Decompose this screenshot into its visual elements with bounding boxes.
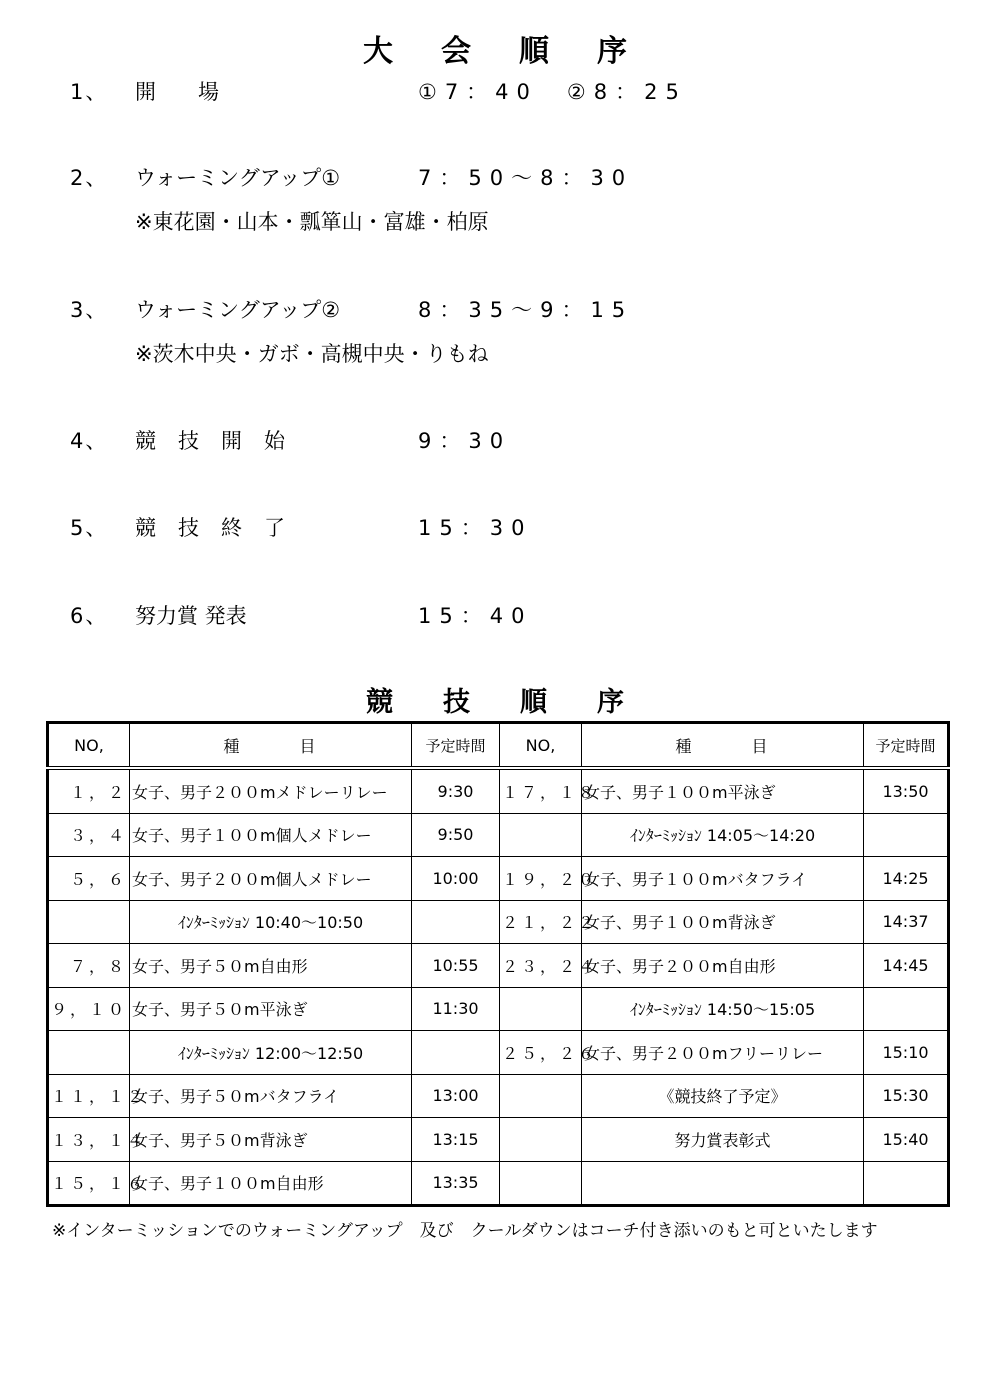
schedule-item-label: 開 場: [135, 80, 219, 104]
header-time: 予定時間: [412, 723, 500, 769]
left-no-cell: ７，８: [48, 944, 130, 988]
schedule-item-label: 競技終了: [135, 516, 307, 540]
right-event-cell: 女子、男子２００mフリーリレー: [582, 1031, 864, 1075]
left-no-cell: １１，１２: [48, 1074, 130, 1118]
schedule-item-label: 競技開始: [135, 429, 307, 453]
right-time-cell: 13:50: [864, 768, 949, 813]
right-time-cell: 14:25: [864, 857, 949, 901]
left-time-cell: 9:50: [412, 813, 500, 857]
schedule-item-time: 15：30: [418, 516, 533, 540]
right-no-cell: １７，１８: [500, 768, 582, 813]
right-event-cell: 女子、男子２００m自由形: [582, 944, 864, 988]
right-intermission-cell: ｲﾝﾀｰﾐｯｼｮﾝ 14:50～15:05: [582, 987, 864, 1031]
right-no-cell: [500, 987, 582, 1031]
schedule-item-number: 2、: [70, 166, 109, 190]
left-event-cell: 女子、男子５０m自由形: [130, 944, 412, 988]
header-no: NO,: [48, 723, 130, 769]
right-time-cell: [864, 1161, 949, 1206]
right-award-ceremony-cell: 努力賞表彰式: [582, 1118, 864, 1162]
schedule-item-label: 努力賞 発表: [135, 604, 247, 628]
table-row: [48, 1031, 949, 1075]
right-no-cell: ２３，２４: [500, 944, 582, 988]
schedule-item-competition-end: [70, 512, 970, 552]
right-no-cell: ２１，２２: [500, 900, 582, 944]
header-no: NO,: [500, 723, 582, 769]
right-time-cell: 15:40: [864, 1118, 949, 1162]
schedule-item-note: ※茨木中央・ガボ・高槻中央・りもね: [135, 342, 489, 366]
schedule-item-number: 5、: [70, 516, 109, 540]
right-time-cell: 15:30: [864, 1074, 949, 1118]
schedule-item-award-announcement: [70, 600, 970, 640]
right-time-cell: 15:10: [864, 1031, 949, 1075]
header-event: 種目: [582, 723, 864, 769]
right-event-cell: 女子、男子１００mバタフライ: [582, 857, 864, 901]
left-time-cell: [412, 1031, 500, 1075]
schedule-item-time: 9：30: [418, 429, 512, 453]
right-no-cell: [500, 1074, 582, 1118]
table-row: [48, 1118, 949, 1162]
right-event-cell: [582, 1161, 864, 1206]
right-time-cell: [864, 987, 949, 1031]
left-event-cell: 女子、男子５０mバタフライ: [130, 1074, 412, 1118]
left-no-cell: １，２: [48, 768, 130, 813]
schedule-item-warmup-1: [70, 162, 970, 234]
right-no-cell: ２５，２６: [500, 1031, 582, 1075]
left-event-cell: 女子、男子５０m平泳ぎ: [130, 987, 412, 1031]
right-time-cell: 14:37: [864, 900, 949, 944]
right-no-cell: [500, 1118, 582, 1162]
right-no-cell: [500, 813, 582, 857]
schedule-item-warmup-2: [70, 294, 970, 366]
table-row: [48, 987, 949, 1031]
table-row: [48, 1074, 949, 1118]
right-no-cell: [500, 1161, 582, 1206]
left-event-cell: 女子、男子５０m背泳ぎ: [130, 1118, 412, 1162]
schedule-item-label: ウォーミングアップ①: [135, 166, 341, 190]
schedule-item-time: 7：50～8：30: [418, 166, 634, 190]
left-no-cell: [48, 900, 130, 944]
footnote: ※インターミッションでのウォーミングアップ 及び クールダウンはコーチ付き添いのもと可といたします: [52, 1221, 878, 1241]
left-no-cell: ３，４: [48, 813, 130, 857]
event-order-title: 競技順序: [366, 687, 674, 718]
left-time-cell: [412, 900, 500, 944]
schedule-item-number: 1、: [70, 80, 109, 104]
left-no-cell: １５，１６: [48, 1161, 130, 1206]
schedule-item-number: 3、: [70, 298, 109, 322]
tournament-order-title: 大会順序: [363, 34, 675, 69]
left-no-cell: １３，１４: [48, 1118, 130, 1162]
right-time-cell: [864, 813, 949, 857]
left-no-cell: [48, 1031, 130, 1075]
table-row: [48, 900, 949, 944]
right-event-cell: 女子、男子１００m平泳ぎ: [582, 768, 864, 813]
left-no-cell: ９，１０: [48, 987, 130, 1031]
table-row: [48, 857, 949, 901]
left-time-cell: 13:15: [412, 1118, 500, 1162]
event-order-table: [46, 721, 950, 1207]
header-time: 予定時間: [864, 723, 949, 769]
left-time-cell: 10:00: [412, 857, 500, 901]
left-time-cell: 13:00: [412, 1074, 500, 1118]
left-event-cell: 女子、男子１００m自由形: [130, 1161, 412, 1206]
left-event-cell: 女子、男子２００m個人メドレー: [130, 857, 412, 901]
header-event: 種目: [130, 723, 412, 769]
right-intermission-cell: ｲﾝﾀｰﾐｯｼｮﾝ 14:05～14:20: [582, 813, 864, 857]
left-time-cell: 9:30: [412, 768, 500, 813]
table-header-row: [48, 723, 949, 769]
table-row: [48, 1161, 949, 1206]
schedule-item-time: 8：35～9：15: [418, 298, 634, 322]
right-time-cell: 14:45: [864, 944, 949, 988]
left-event-cell: 女子、男子１００m個人メドレー: [130, 813, 412, 857]
table-row: [48, 813, 949, 857]
left-intermission-cell: ｲﾝﾀｰﾐｯｼｮﾝ 12:00～12:50: [130, 1031, 412, 1075]
right-event-cell: 女子、男子１００m背泳ぎ: [582, 900, 864, 944]
schedule-item-time: ①7：40 ②8：25: [418, 80, 687, 104]
right-no-cell: １９，２０: [500, 857, 582, 901]
schedule-item-opening: [70, 76, 970, 116]
schedule-item-number: 4、: [70, 429, 109, 453]
left-time-cell: 13:35: [412, 1161, 500, 1206]
table-row: [48, 944, 949, 988]
left-time-cell: 11:30: [412, 987, 500, 1031]
table-row: [48, 768, 949, 813]
schedule-item-label: ウォーミングアップ②: [135, 298, 341, 322]
schedule-item-number: 6、: [70, 604, 109, 628]
left-no-cell: ５，６: [48, 857, 130, 901]
left-intermission-cell: ｲﾝﾀｰﾐｯｼｮﾝ 10:40～10:50: [130, 900, 412, 944]
left-event-cell: 女子、男子２００mメドレーリレー: [130, 768, 412, 813]
schedule-item-competition-start: [70, 425, 970, 465]
left-time-cell: 10:55: [412, 944, 500, 988]
schedule-item-note: ※東花園・山本・瓢箪山・富雄・柏原: [135, 210, 489, 234]
schedule-item-time: 15：40: [418, 604, 533, 628]
right-end-scheduled-cell: 《競技終了予定》: [582, 1074, 864, 1118]
